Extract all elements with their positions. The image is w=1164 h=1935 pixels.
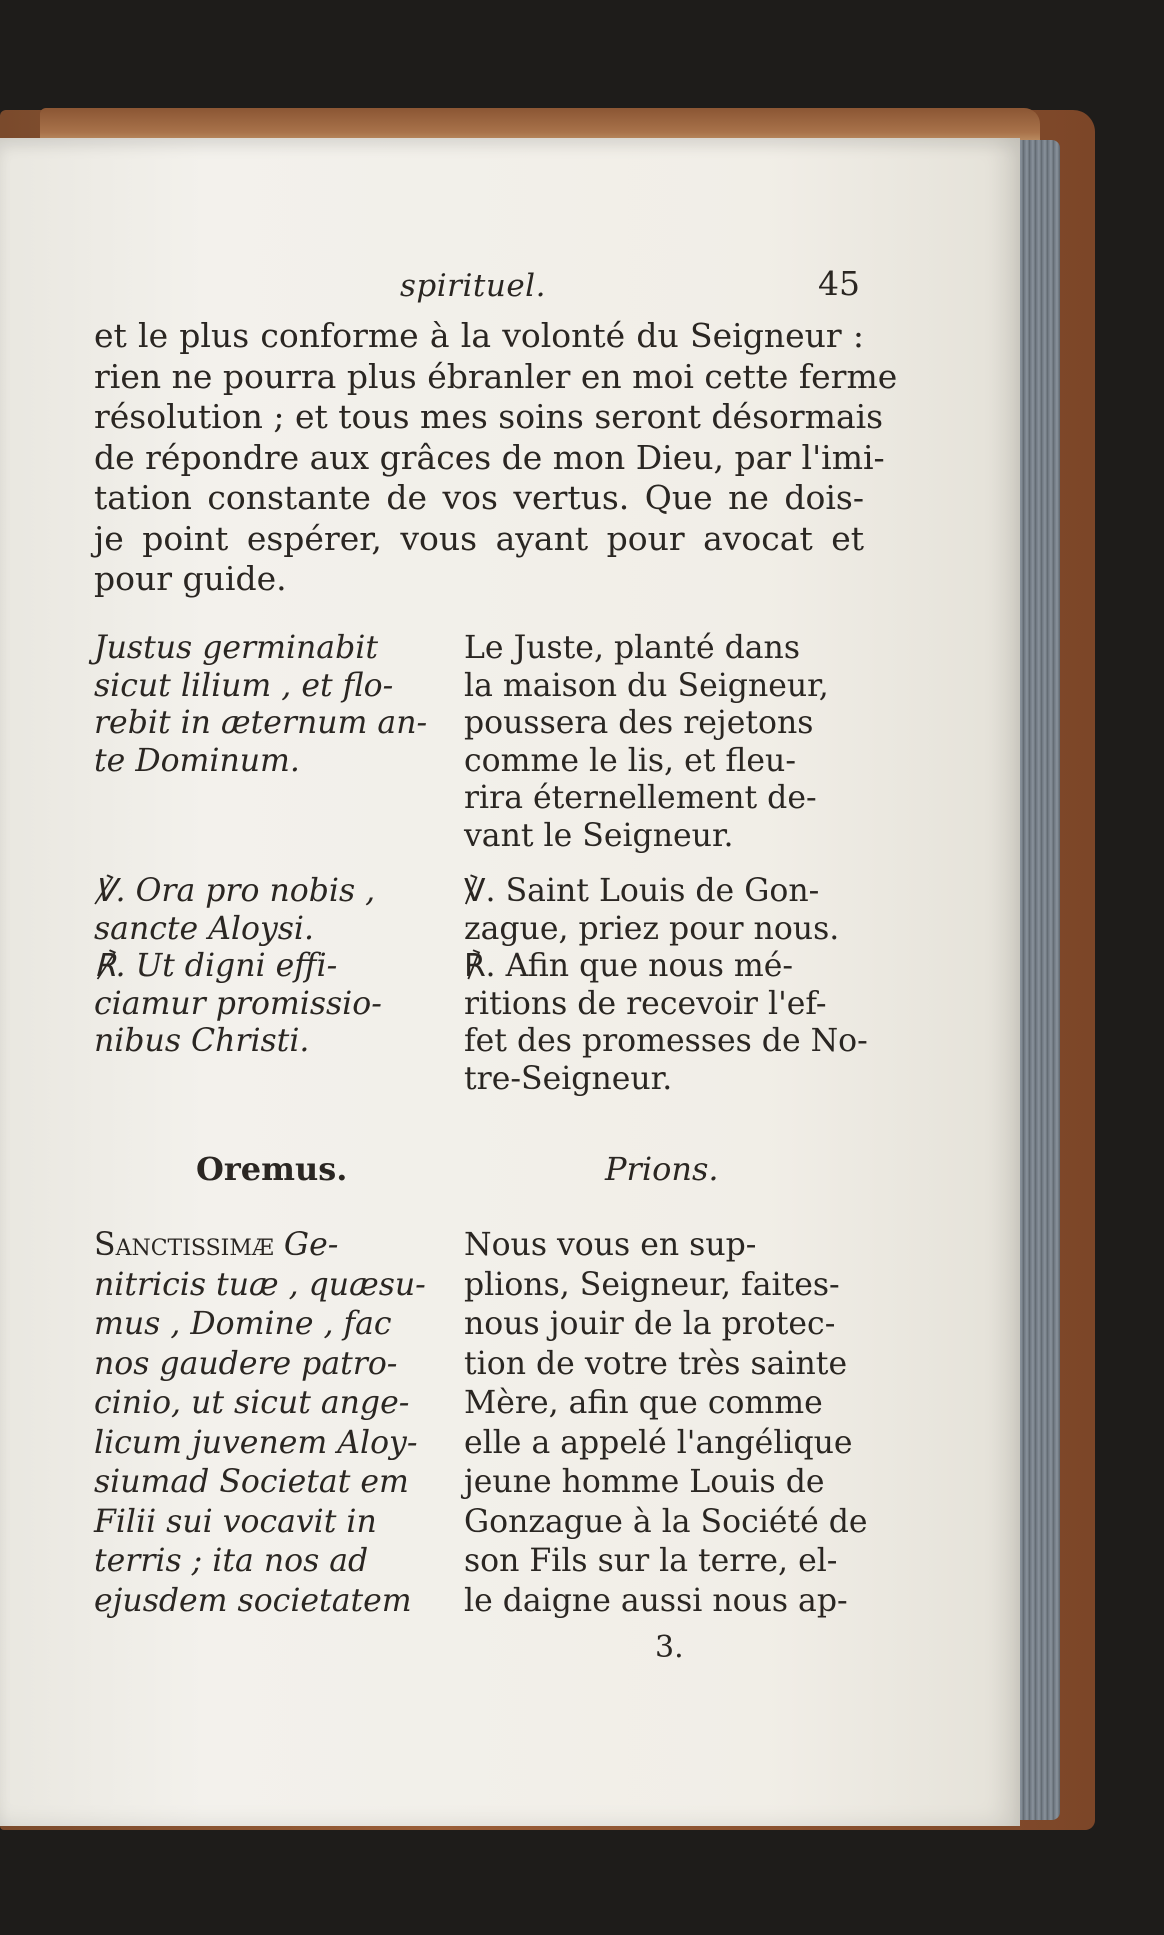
- prayer-latin: [94, 1226, 446, 1621]
- opening-paragraph: [94, 316, 898, 600]
- latin-line: [94, 1226, 446, 1266]
- french-line: vant le Seigneur.: [464, 817, 734, 854]
- french-line: plions, Seigneur, faites-: [464, 1266, 840, 1303]
- french-line: Nous vous en sup-: [464, 1227, 757, 1263]
- latin-heading: Oremus.: [196, 1150, 348, 1188]
- paragraph-line: de répondre aux grâces de mon Dieu, par l'imi-: [94, 437, 885, 477]
- latin-line: siumad Societat em: [94, 1464, 409, 1500]
- latin-line: cinio, ut sicut ange-: [94, 1385, 410, 1421]
- french-line: la maison du Seigneur,: [464, 667, 829, 704]
- french-line: comme le lis, et fleu-: [464, 742, 796, 779]
- french-line: jeune homme Louis de: [464, 1464, 825, 1500]
- versicle-latin: [94, 873, 446, 1061]
- french-line: tion de votre très sainte: [464, 1345, 848, 1382]
- latin-initial-rest: Ge-: [273, 1227, 339, 1263]
- french-line: ritions de recevoir l'ef-: [464, 985, 827, 1022]
- latin-line: sicut lilium , et flo-: [94, 667, 394, 704]
- page-number: 45: [818, 264, 860, 303]
- french-line: ℟. Afin que nous mé-: [464, 948, 794, 984]
- paragraph-line: pour guide.: [94, 559, 287, 598]
- french-line: Le Juste, planté dans: [464, 630, 800, 666]
- latin-line: ciamur promissio-: [94, 985, 382, 1022]
- latin-line: Filii sui vocavit in: [94, 1503, 377, 1540]
- french-line: son Fils sur la terre, el-: [464, 1543, 838, 1579]
- french-heading: Prions.: [605, 1150, 719, 1188]
- paragraph-line: tation constante de vos vertus. Que ne dois-: [94, 478, 864, 517]
- latin-line: nitricis tuæ , quæsu-: [94, 1266, 426, 1303]
- latin-line: rebit in æternum an-: [94, 705, 428, 741]
- paragraph-line: je point espérer, vous ayant pour avocat et: [94, 518, 864, 558]
- paragraph-line: résolution ; et tous mes soins seront désormais: [94, 397, 884, 436]
- latin-initial-word: Sanctissimæ: [94, 1227, 274, 1263]
- verse-french: [464, 630, 864, 855]
- latin-line: sancte Aloysi.: [94, 910, 315, 947]
- latin-line: ℟. Ut digni effi-: [94, 948, 338, 984]
- latin-line: Justus germinabit: [94, 630, 378, 666]
- french-line: le daigne aussi nous ap-: [464, 1582, 848, 1619]
- latin-line: ℣. Ora pro nobis ,: [94, 873, 376, 909]
- latin-line: nibus Christi.: [94, 1023, 310, 1059]
- french-line: nous jouir de la protec-: [464, 1306, 836, 1342]
- latin-line: ejusdem societatem: [94, 1582, 412, 1619]
- latin-line: te Dominum.: [94, 742, 300, 779]
- verse-latin: [94, 630, 446, 780]
- french-line: elle a appelé l'angélique: [464, 1424, 853, 1461]
- prayer-french: [464, 1226, 868, 1621]
- running-head: spirituel.: [400, 268, 546, 304]
- versicle-french: [464, 873, 868, 1098]
- latin-line: nos gaudere patro-: [94, 1345, 398, 1382]
- french-line: poussera des rejetons: [464, 705, 814, 741]
- paragraph-line: et le plus conforme à la volonté du Seigneur :: [94, 316, 864, 355]
- french-line: Mère, afin que comme: [464, 1385, 823, 1421]
- french-line: Gonzague à la Société de: [464, 1503, 868, 1540]
- latin-line: mus , Domine , fac: [94, 1306, 392, 1342]
- french-line: zague, priez pour nous.: [464, 910, 840, 947]
- signature-mark: 3.: [655, 1630, 684, 1665]
- french-line: rira éternellement de-: [464, 780, 817, 816]
- french-line: ℣. Saint Louis de Gon-: [464, 873, 820, 909]
- paragraph-line: rien ne pourra plus ébranler en moi cette ferme: [94, 356, 898, 396]
- latin-line: terris ; ita nos ad: [94, 1543, 369, 1579]
- french-line: tre-Seigneur.: [464, 1060, 673, 1097]
- latin-line: licum juvenem Aloy-: [94, 1424, 418, 1461]
- french-line: fet des promesses de No-: [464, 1023, 868, 1059]
